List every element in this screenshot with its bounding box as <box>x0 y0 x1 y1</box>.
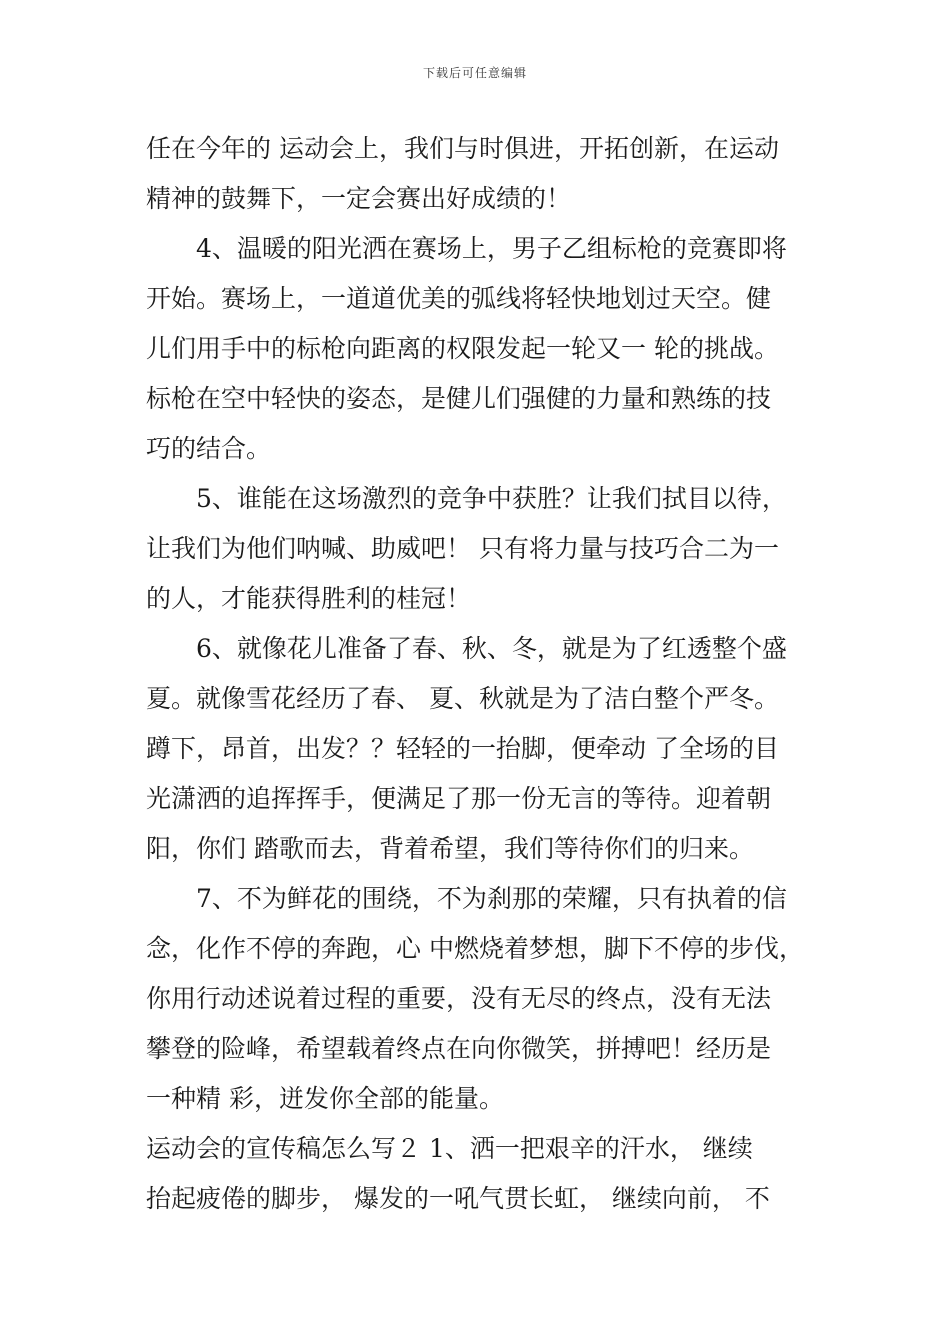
text-line: 6、就像花儿准备了春、秋、冬，就是为了红透整个盛 <box>196 634 787 663</box>
text-line: 夏。就像雪花经历了春、 夏、秋就是为了洁白整个严冬。 <box>146 684 779 713</box>
text-line: 标枪在空中轻快的姿态，是健儿们强健的力量和熟练的技 <box>146 384 772 413</box>
text-line: 念，化作不停的奔跑，心 中燃烧着梦想，脚下不停的步伐， <box>146 934 804 963</box>
text-line: 开始。赛场上，一道道优美的弧线将轻快地划过天空。健 <box>146 284 772 313</box>
text-line: 的人，才能获得胜利的桂冠！ <box>146 584 472 613</box>
text-line: 4、温暖的阳光洒在赛场上，男子乙组标枪的竞赛即将 <box>196 234 787 263</box>
text-line: 儿们用手中的标枪向距离的权限发起一轮又一 轮的挑战。 <box>146 334 779 363</box>
text-line: 阳，你们 踏歌而去，背着希望，我们等待你们的归来。 <box>146 834 754 863</box>
text-line: 让我们为他们呐喊、助威吧！ 只有将力量与技巧合二为一 <box>146 534 779 563</box>
text-line: 抬起疲倦的脚步， 爆发的一吼气贯长虹， 继续向前， 不 <box>146 1184 770 1213</box>
text-line: 蹲下，昂首，出发？？轻轻的一抬脚，便牵动 了全场的目 <box>146 734 779 763</box>
text-line: 你用行动述说着过程的重要，没有无尽的终点，没有无法 <box>146 984 772 1013</box>
page-header: 下载后可任意编辑 <box>422 66 527 80</box>
text-line: 精神的鼓舞下，一定会赛出好成绩的！ <box>146 184 572 213</box>
text-line: 7、不为鲜花的围绕，不为刹那的荣耀，只有执着的信 <box>196 884 787 913</box>
text-line: 运动会的宣传稿怎么写２ 1、洒一把艰辛的汗水， 继续 <box>146 1134 753 1163</box>
text-line: 任在今年的 运动会上，我们与时俱进，开拓创新，在运动 <box>146 134 779 163</box>
document-body <box>146 124 811 1224</box>
text-line: 攀登的险峰，希望载着终点在向你微笑，拼搏吧！经历是 <box>146 1034 772 1063</box>
text-line: 5、谁能在这场激烈的竞争中获胜？让我们拭目以待， <box>196 484 787 513</box>
text-line: 一种精 彩，迸发你全部的能量。 <box>146 1084 504 1113</box>
text-line: 光潇洒的追挥挥手，便满足了那一份无言的等待。迎着朝 <box>146 784 772 813</box>
text-line: 巧的结合。 <box>146 434 272 463</box>
